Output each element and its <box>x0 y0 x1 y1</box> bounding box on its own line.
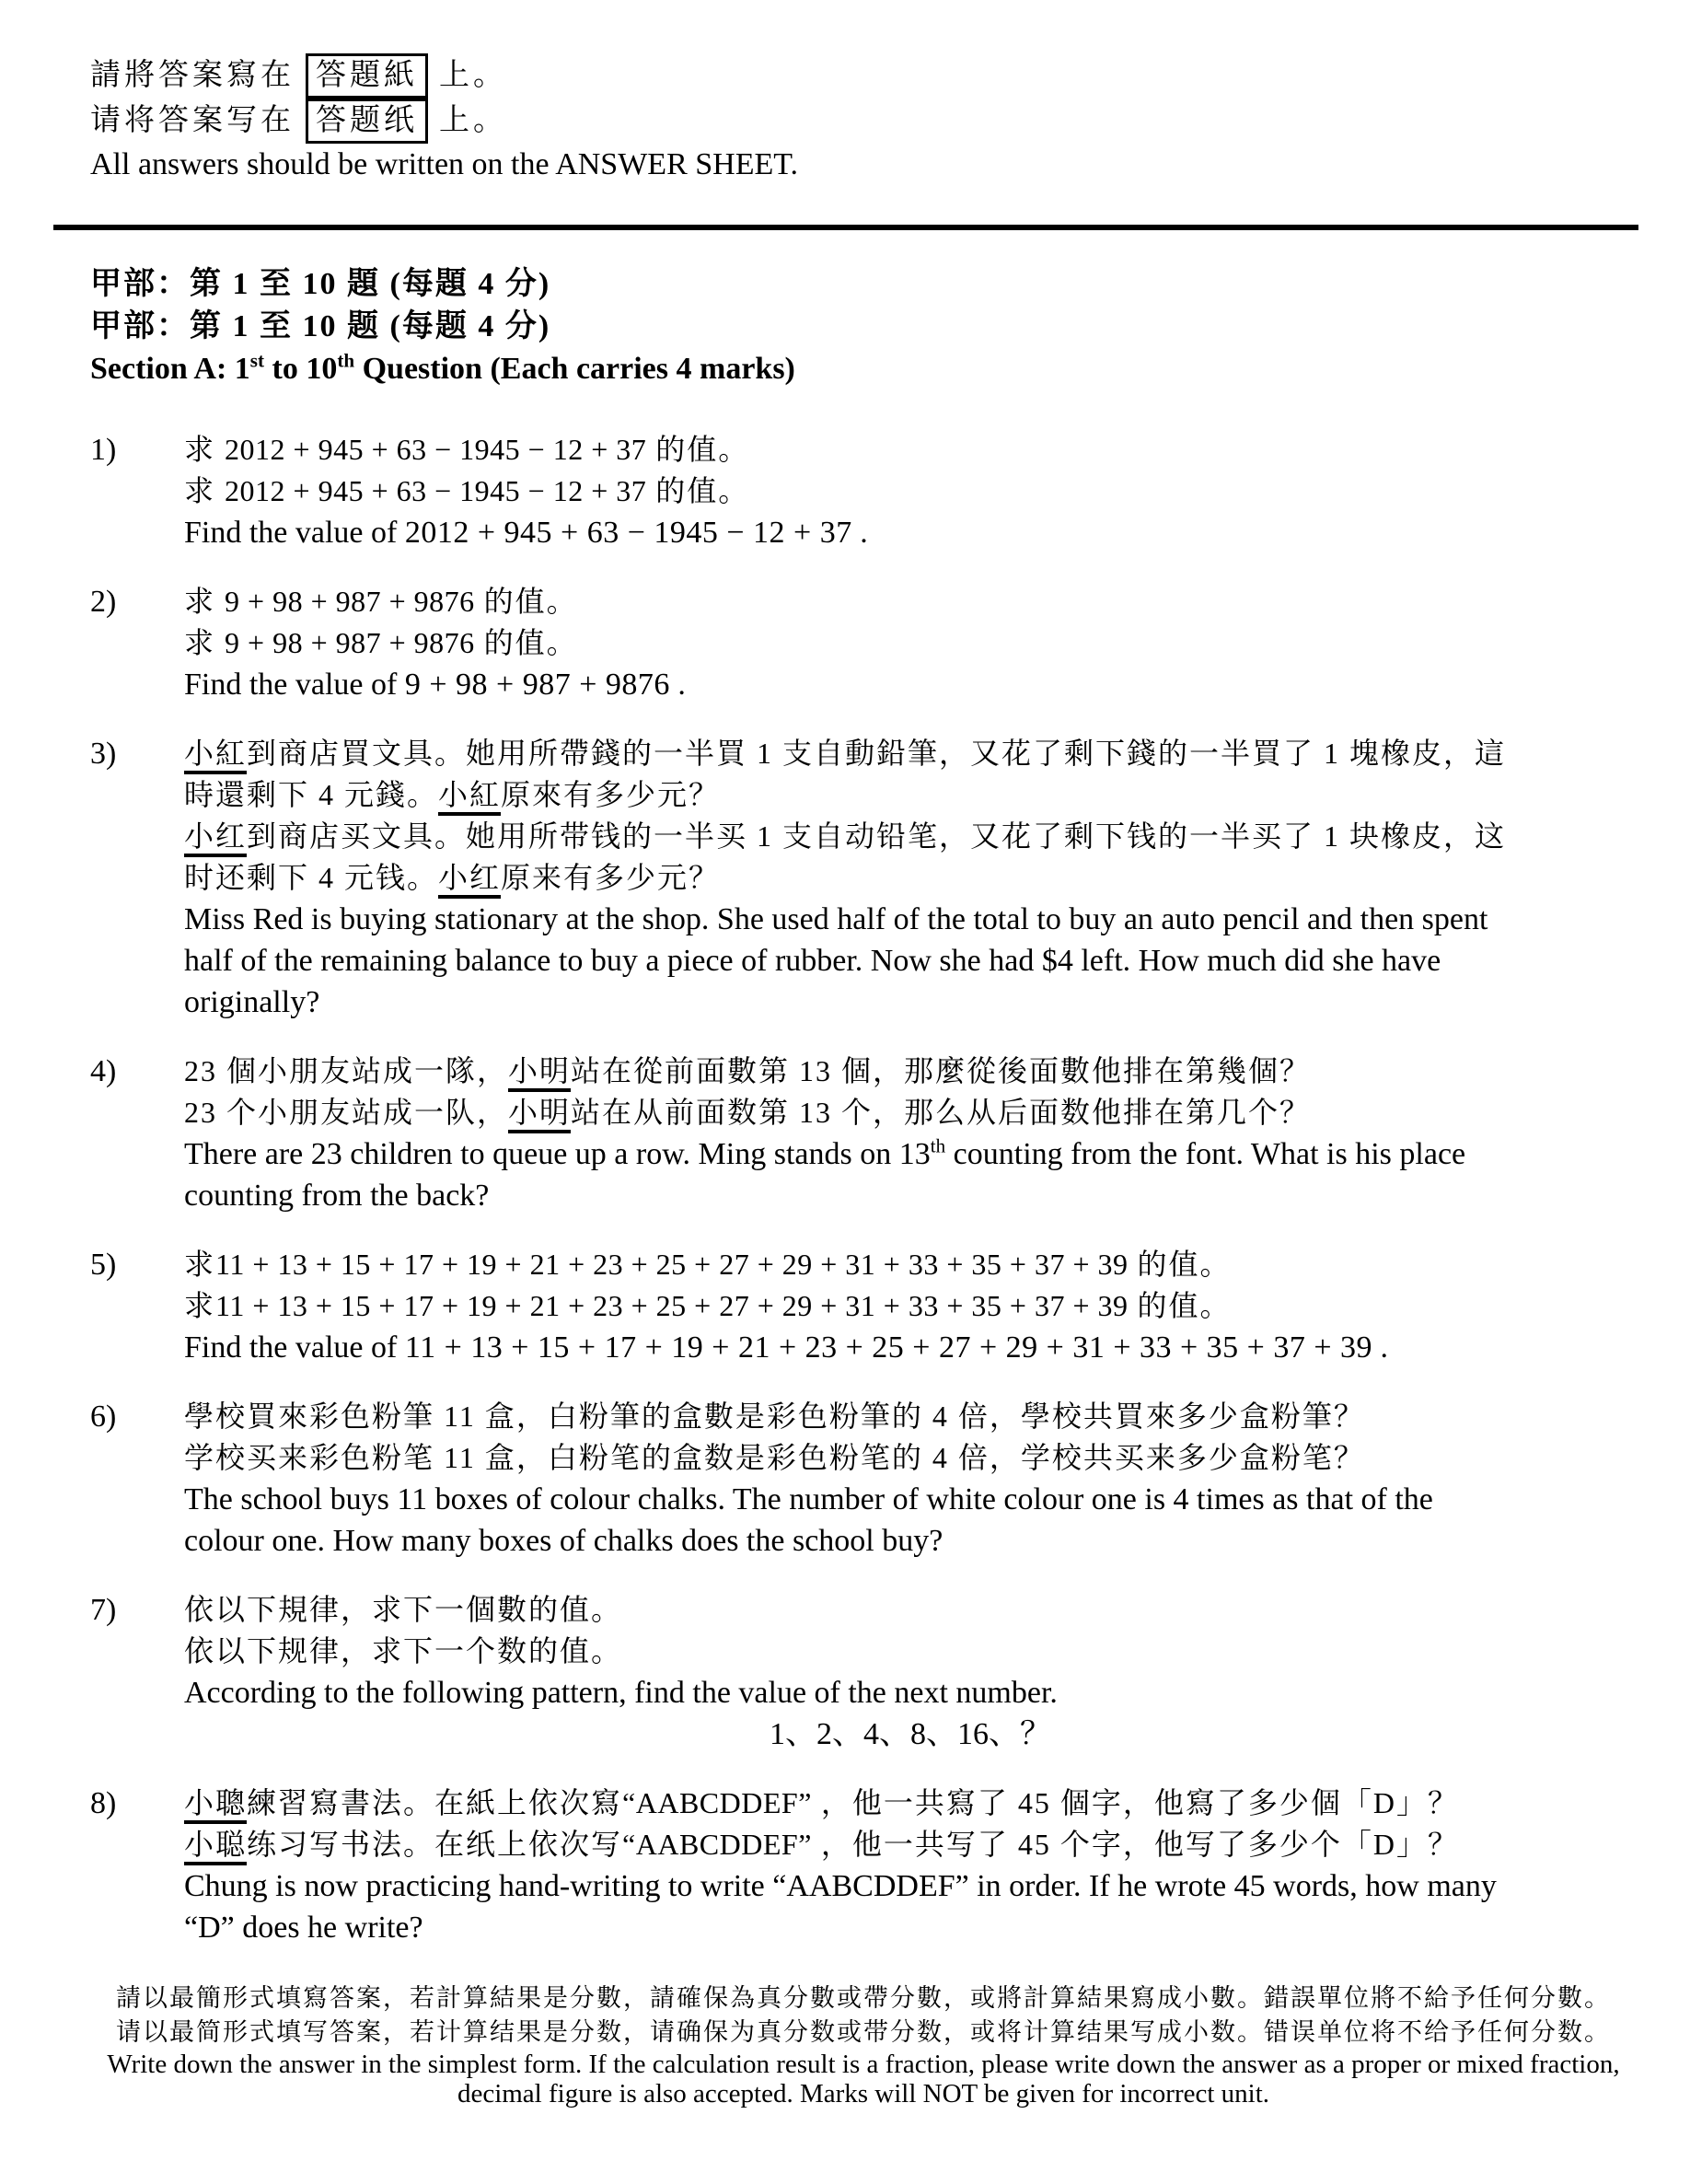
question-line <box>184 1672 1637 1714</box>
text-run: 到商店买文具。她用所带钱的一半买 1 支自动铅笔，又花了剩下钱的一半买了 1 块橡皮，这 <box>247 819 1507 853</box>
question-line <box>184 982 1637 1023</box>
text-run: 到商店買文具。她用所帶錢的一半買 1 支自動鉛筆，又花了剩下錢的一半買了 1 塊橡皮，這 <box>247 737 1507 770</box>
text-run: th <box>337 349 355 372</box>
text-run: 的值。 <box>646 474 750 507</box>
text-run: . <box>1372 1330 1389 1365</box>
question-line <box>184 1285 1637 1327</box>
text-run: 时还剩下 4 元钱。 <box>184 861 439 894</box>
question-line <box>184 512 1637 553</box>
question-3 <box>90 733 1637 1023</box>
question-line <box>184 1783 1637 1824</box>
question-line <box>184 429 1637 470</box>
question-line <box>184 1520 1637 1562</box>
text-run: 依以下規律，求下一個數的值。 <box>184 1593 623 1626</box>
question-4 <box>90 1051 1637 1216</box>
section-heading-simplified: 甲部：第 1 至 10 题 (每题 4 分) <box>90 309 551 343</box>
text-run: According to the following pattern, find the value of the next number. <box>184 1676 1058 1710</box>
text-run: counting from the back? <box>184 1179 490 1213</box>
text-run: 11 + 13 + 15 + 17 + 19 + 21 + 23 + 25 + 27 + 29 + 31 + 33 + 35 + 37 + 39 <box>215 1248 1129 1281</box>
text-run: The school buys 11 boxes of colour chalks. The number of white colour one is 4 times as that of the <box>184 1482 1433 1516</box>
question-body <box>184 1396 1637 1562</box>
answer-sheet-box-trad: 答題紙 <box>306 53 428 99</box>
question-line <box>184 816 1637 857</box>
text-run: colour one. How many boxes of chalks does the school buy? <box>184 1524 943 1558</box>
question-body <box>184 1783 1637 1948</box>
question-number: 2) <box>90 585 117 619</box>
instruction-suffix-simp: 上。 <box>439 104 507 137</box>
questions-list <box>90 429 1637 1948</box>
instruction-suffix-trad: 上。 <box>439 59 507 92</box>
question-body <box>184 1589 1637 1755</box>
text-run: 23 個小朋友站成一隊， <box>184 1054 509 1087</box>
question-line <box>184 1175 1637 1216</box>
text-run: 時還剩下 4 元錢。 <box>184 778 439 811</box>
question-line <box>184 940 1637 982</box>
text-run: . <box>669 668 686 702</box>
section-heading-traditional: 甲部：第 1 至 10 題 (每題 4 分) <box>90 267 551 301</box>
question-2 <box>90 581 1637 705</box>
text-run: “AABCDDEF” <box>622 1786 812 1819</box>
question-line <box>184 1479 1637 1520</box>
text-run: 練習寫書法。在紙上依次寫 <box>247 1786 623 1819</box>
footer-note <box>90 1981 1637 2108</box>
text-run: 求 <box>184 585 226 618</box>
text-run: 依以下规律，求下一个数的值。 <box>184 1634 623 1667</box>
footer-line-simplified: 请以最简形式填写答案，若计算结果是分数，请确保为真分数或带分数，或将计算结果写成小数。错误单位将不给予任何分数。 <box>116 2018 1611 2046</box>
text-run: th <box>930 1134 946 1157</box>
text-run: 学校买来彩色粉笔 11 盒，白粉笔的盒数是彩色粉笔的 4 倍，学校共买来多少盒粉笔？ <box>184 1441 1365 1474</box>
text-run: There are 23 children to queue up a row. Ming stands on 13 <box>184 1137 931 1171</box>
question-line <box>184 1824 1637 1865</box>
instruction-prefix-simp: 请将答案写在 <box>90 104 295 137</box>
question-line <box>184 1092 1637 1133</box>
question-line <box>184 622 1637 664</box>
question-line <box>184 1865 1637 1907</box>
underlined-name: 小聪 <box>184 1828 247 1865</box>
text-run: 2012 + 945 + 63 − 1945 − 12 + 37 <box>404 516 852 550</box>
question-body <box>184 1244 1637 1368</box>
footer-line-english-2: decimal figure is also accepted. Marks will NOT be given for incorrect unit. <box>457 2079 1270 2108</box>
question-body <box>184 733 1637 1023</box>
text-run: 站在從前面數第 13 個，那麼從後面數他排在第幾個？ <box>571 1054 1312 1087</box>
text-run: 2012 + 945 + 63 − 1945 − 12 + 37 <box>225 474 647 507</box>
text-run: Find the value of <box>184 668 405 702</box>
question-5 <box>90 1244 1637 1368</box>
underlined-name: 小红 <box>184 819 247 857</box>
question-7 <box>90 1589 1637 1755</box>
text-run: 11 + 13 + 15 + 17 + 19 + 21 + 23 + 25 + 27 + 29 + 31 + 33 + 35 + 37 + 39 <box>215 1289 1129 1322</box>
text-run: 的值。 <box>1128 1289 1232 1322</box>
text-run: 11 + 13 + 15 + 17 + 19 + 21 + 23 + 25 + 27 + 29 + 31 + 33 + 35 + 37 + 39 <box>404 1330 1373 1365</box>
instruction-line-traditional <box>90 53 1637 99</box>
footer-line-english-1: Write down the answer in the simplest form. If the calculation result is a fraction, please write down the answer as a proper or mixed fraction, <box>107 2050 1620 2079</box>
text-run: 的值。 <box>646 433 750 466</box>
question-number: 5) <box>90 1248 117 1282</box>
underlined-name: 小紅 <box>184 737 247 774</box>
question-line <box>184 733 1637 774</box>
question-line <box>184 1244 1637 1285</box>
instruction-line-english: All answers should be written on the ANSWER SHEET. <box>90 147 799 181</box>
question-line <box>184 1327 1637 1368</box>
question-line <box>184 774 1637 816</box>
text-run: 原來有多少元？ <box>501 778 721 811</box>
question-8 <box>90 1783 1637 1948</box>
text-run: 1、2、4、8、16、？ <box>770 1717 1051 1751</box>
question-line <box>184 1907 1637 1948</box>
text-run: 9 + 98 + 987 + 9876 <box>404 668 670 702</box>
text-run: ，他一共寫了 45 個字，他寫了多少個「D」？ <box>811 1786 1460 1819</box>
text-run: 23 个小朋友站成一队， <box>184 1096 509 1129</box>
question-line <box>184 1396 1637 1437</box>
text-run: 求 <box>184 433 226 466</box>
text-run: ，他一共写了 45 个字，他写了多少个「D」？ <box>811 1828 1460 1861</box>
question-body <box>184 1051 1637 1216</box>
question-line <box>184 1133 1637 1175</box>
text-run: 站在从前面数第 13 个，那么从后面数他排在第几个？ <box>571 1096 1312 1129</box>
question-body <box>184 429 1637 553</box>
text-run: 的值。 <box>474 626 578 659</box>
section-heading-english <box>90 348 1637 390</box>
text-run: 原来有多少元？ <box>501 861 721 894</box>
question-line <box>184 1631 1637 1672</box>
underlined-name: 小明 <box>508 1096 571 1133</box>
question-1 <box>90 429 1637 553</box>
text-run: “D” does he write? <box>184 1911 423 1945</box>
text-run: st <box>249 349 265 372</box>
instruction-line-simplified <box>90 99 1637 144</box>
text-run: 求 <box>184 474 226 507</box>
text-run: half of the remaining balance to buy a piece of rubber. Now she had $4 left. How much did she have <box>184 944 1441 978</box>
question-line <box>184 664 1637 705</box>
underlined-name: 小红 <box>438 861 501 899</box>
text-run: counting from the font. What is his place <box>945 1137 1466 1171</box>
text-run: Section A: 1 <box>90 352 250 386</box>
text-run: 2012 + 945 + 63 − 1945 − 12 + 37 <box>225 433 647 466</box>
question-number: 3) <box>90 737 117 771</box>
question-body <box>184 581 1637 705</box>
text-run: Chung is now practicing hand-writing to write “AABCDDEF” in order. If he wrote 45 words, how many <box>184 1869 1497 1903</box>
text-run: “AABCDDEF” <box>622 1828 812 1861</box>
question-number: 6) <box>90 1400 117 1434</box>
underlined-name: 小聰 <box>184 1786 247 1824</box>
text-run: . <box>851 516 868 550</box>
text-run: 學校買來彩色粉筆 11 盒，白粉筆的盒數是彩色粉筆的 4 倍，學校共買來多少盒粉筆？ <box>184 1400 1365 1433</box>
text-run: 求 <box>184 1289 216 1322</box>
question-number: 4) <box>90 1054 117 1088</box>
text-run: 9 + 98 + 987 + 9876 <box>225 585 475 618</box>
question-line <box>184 1437 1637 1479</box>
question-line <box>184 857 1637 899</box>
answer-sheet-box-simp: 答题纸 <box>306 99 428 144</box>
question-line <box>184 1051 1637 1092</box>
question-line <box>184 470 1637 512</box>
text-run: 求 <box>184 626 226 659</box>
text-run: 的值。 <box>1128 1248 1232 1281</box>
text-run: 的值。 <box>474 585 578 618</box>
text-run: to 10 <box>264 352 338 386</box>
text-run: 9 + 98 + 987 + 9876 <box>225 626 475 659</box>
text-run: Find the value of <box>184 516 405 550</box>
underlined-name: 小紅 <box>438 778 501 816</box>
question-number: 8) <box>90 1786 117 1820</box>
question-6 <box>90 1396 1637 1562</box>
answer-sheet-instructions <box>90 53 1637 186</box>
question-line <box>184 581 1637 622</box>
text-run: 练习写书法。在纸上依次写 <box>247 1828 623 1861</box>
question-line <box>184 899 1637 940</box>
footer-line-traditional: 請以最簡形式填寫答案，若計算結果是分數，請確保為真分數或帶分數，或將計算結果寫成小數。錯誤單位將不給予任何分數。 <box>116 1984 1611 2012</box>
text-run: Question (Each carries 4 marks) <box>354 352 795 386</box>
text-run: Miss Red is buying stationary at the shop. She used half of the total to buy an auto pencil and then spent <box>184 902 1488 936</box>
section-a-heading <box>90 263 1637 390</box>
section-divider <box>53 225 1638 230</box>
text-run: 求 <box>184 1248 216 1281</box>
text-run: Find the value of <box>184 1330 405 1365</box>
instruction-prefix-trad: 請將答案寫在 <box>90 59 295 92</box>
question-line <box>184 1589 1637 1631</box>
question-number: 7) <box>90 1593 117 1627</box>
question-line <box>184 1714 1637 1755</box>
text-run: originally? <box>184 985 320 1019</box>
question-number: 1) <box>90 433 117 467</box>
underlined-name: 小明 <box>508 1054 571 1092</box>
